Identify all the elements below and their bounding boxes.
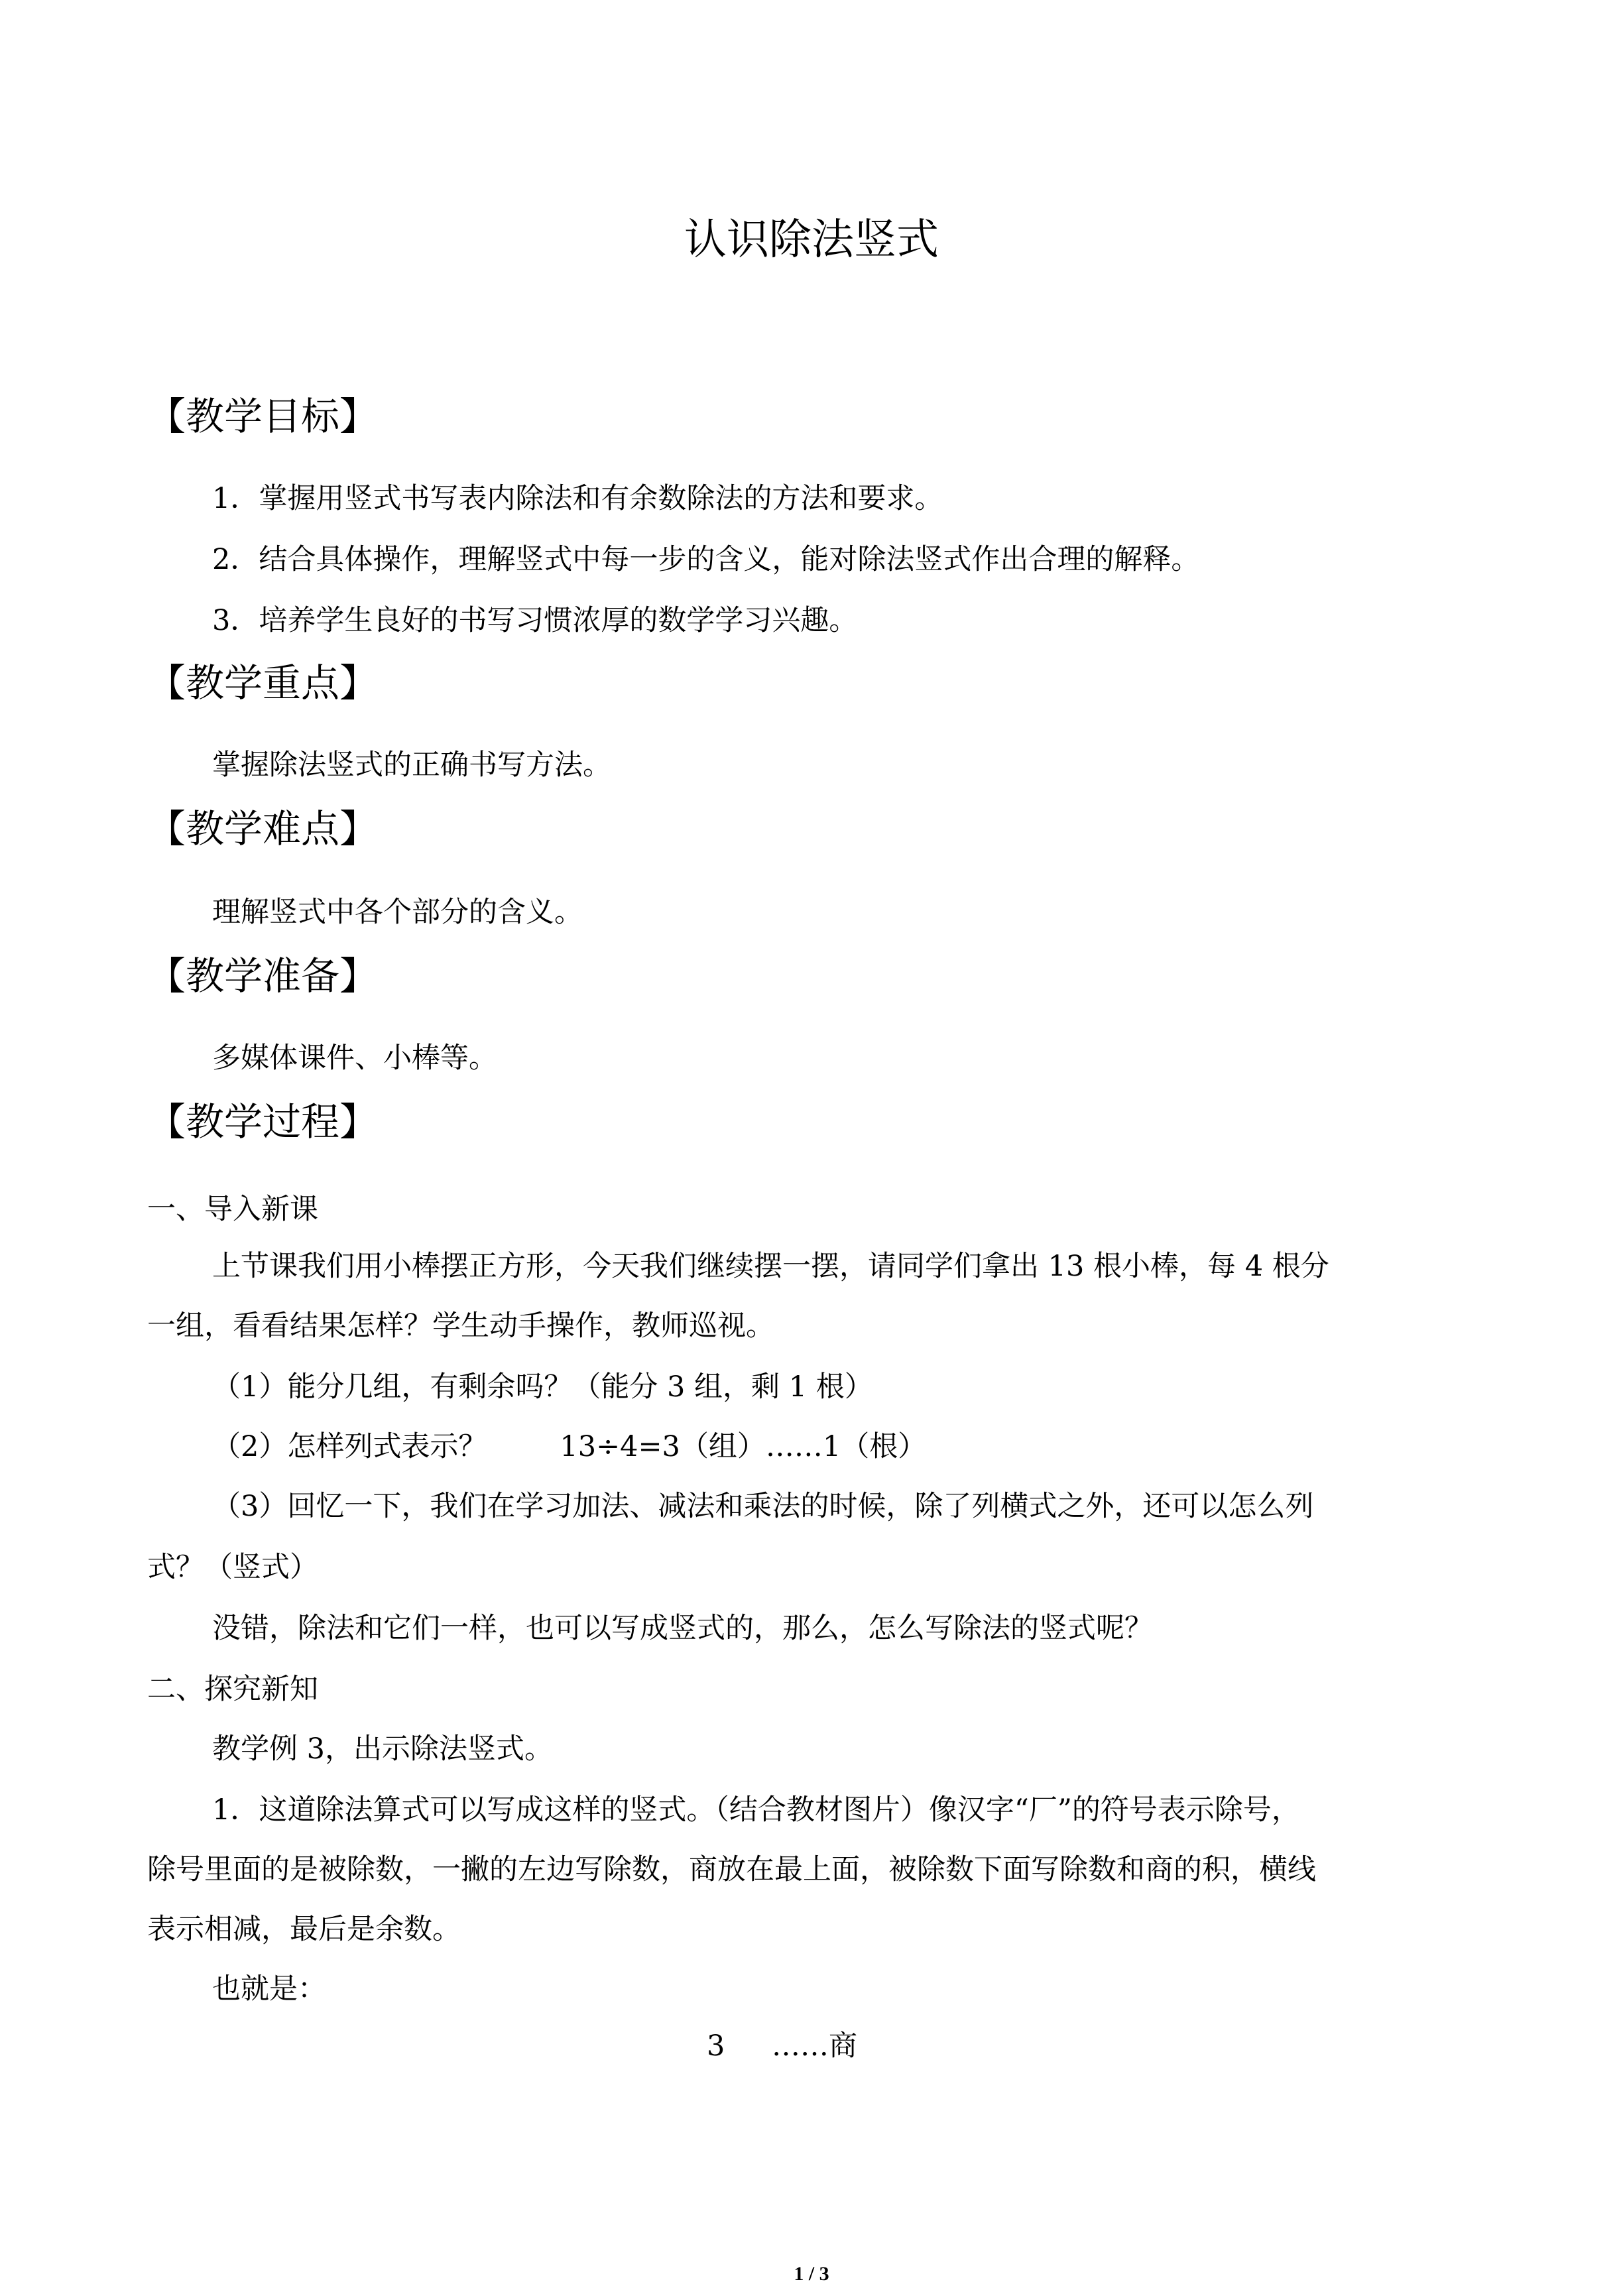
heading-preparation: 【教学准备】	[147, 953, 379, 998]
key-points-text: 掌握除法竖式的正确书写方法。	[212, 749, 611, 782]
page-number: 1 / 3	[794, 2263, 829, 2285]
division-expression: 13÷4=3（组）……1（根）	[560, 1430, 927, 1463]
part1-question-3-line1: （3）回忆一下，我们在学习加法、减法和乘法的时候，除了列横式之外，还可以怎么列	[212, 1490, 1314, 1523]
heading-teaching-goals: 【教学目标】	[147, 394, 379, 439]
question-2-prefix: （2）怎样列式表示？	[212, 1430, 487, 1463]
heading-key-points: 【教学重点】	[147, 660, 379, 705]
part1-para2: 没错，除法和它们一样，也可以写成竖式的，那么，怎么写除法的竖式呢？	[212, 1612, 1153, 1645]
heading-difficulties: 【教学难点】	[147, 806, 379, 851]
page-title: 认识除法竖式	[684, 215, 939, 265]
quotient-label: ……商	[772, 2029, 857, 2063]
goal-item-2: 2．结合具体操作，理解竖式中每一步的含义，能对除法竖式作出合理的解释。	[212, 543, 1200, 576]
goal-item-1: 1．掌握用竖式书写表内除法和有余数除法的方法和要求。	[212, 482, 943, 515]
preparation-text: 多媒体课件、小棒等。	[212, 1042, 497, 1075]
part2-para1-line1: 1．这道除法算式可以写成这样的竖式。（结合教材图片）像汉字“厂”的符号表示除号，	[212, 1793, 1300, 1827]
part2-para1-line3: 表示相减，最后是余数。	[147, 1913, 461, 1946]
part1-question-2	[212, 1427, 926, 1467]
part2-intro: 教学例 3，出示除法竖式。	[212, 1732, 554, 1766]
heading-process: 【教学过程】	[147, 1099, 379, 1144]
quotient-value: 3	[707, 2029, 725, 2063]
part1-para1-line2: 一组，看看结果怎样？学生动手操作，教师巡视。	[147, 1309, 774, 1343]
part2-para1-line2: 除号里面的是被除数，一撇的左边写除数，商放在最上面，被除数下面写除数和商的积，横线	[147, 1853, 1316, 1886]
part2-title: 二、探究新知	[147, 1673, 318, 1706]
part1-question-3-line2: 式？（竖式）	[147, 1551, 318, 1584]
part1-title: 一、导入新课	[147, 1193, 318, 1226]
part2-also: 也就是：	[212, 1972, 326, 2006]
difficulties-text: 理解竖式中各个部分的含义。	[212, 896, 583, 929]
goal-item-3: 3．培养学生良好的书写习惯浓厚的数学学习兴趣。	[212, 604, 858, 637]
part1-para1-line1: 上节课我们用小棒摆正方形，今天我们继续摆一摆，请同学们拿出 13 根小棒，每 4 根分	[212, 1250, 1329, 1283]
part1-question-1: （1）能分几组，有剩余吗？（能分 3 组，剩 1 根）	[212, 1370, 873, 1404]
